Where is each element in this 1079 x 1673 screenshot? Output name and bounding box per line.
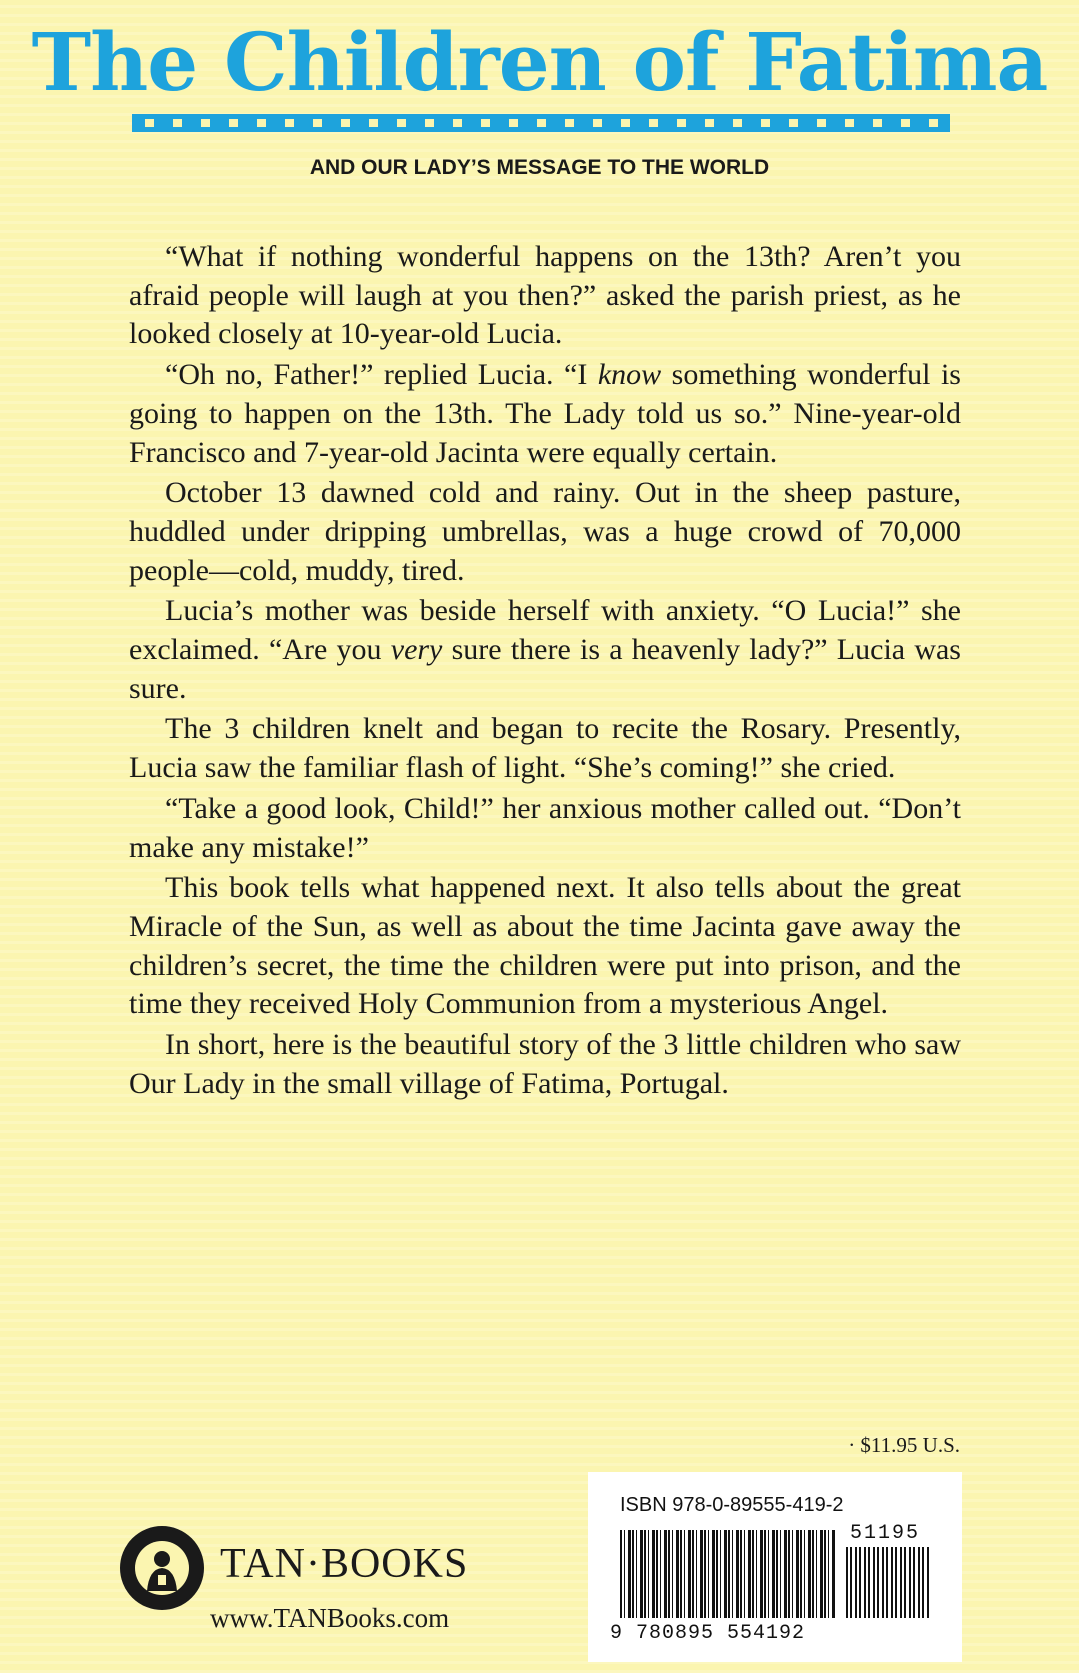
barcode-addon-icon [846,1547,931,1618]
barcode-addon-digits: 51195 [850,1522,921,1545]
blurb-paragraph: This book tells what happened next. It also tells about the great Miracle of the Sun, as well as about the time Jacinta gave away the children’s secret, the time the children were put into prison, and the time they received Holy Communion from a mysterious Angel. [129,871,961,1021]
decorative-title-bar [132,114,950,132]
blurb-paragraph: Lucia’s mother was beside herself with anxiety. “O Lucia!” she exclaimed. “Are you very sure there is a heavenly lady?” Lucia was sure. [129,594,961,705]
book-title: The Children of Fatima [31,15,1048,109]
tan-books-seal-icon [120,1526,204,1610]
barcode-panel [588,1472,962,1662]
blurb-paragraph: October 13 dawned cold and rainy. Out in the sheep pasture, huddled under dripping umbrellas, was a huge crowd of 70,000 people—cold, muddy, tired. [129,476,961,587]
publisher-url[interactable]: www.TANBooks.com [210,1603,450,1633]
book-subtitle: AND OUR LADY’S MESSAGE TO THE WORLD [309,156,770,179]
emphasis-text: know [597,358,662,392]
barcode-ean-digits: 9 780895 554192 [610,1622,806,1645]
isbn-label: ISBN 978-0-89555-419-2 [620,1494,844,1516]
blurb-paragraph: The 3 children knelt and began to recite the Rosary. Presently, Lucia saw the familiar flash of light. “She’s coming!” she cried. [129,712,961,785]
emphasis-text: very [390,633,443,667]
publisher-name: TAN·BOOKS [220,1541,469,1587]
blurb-paragraph: “Oh no, Father!” replied Lucia. “I know something wonderful is going to happen on the 13th. The Lady told us so.” Nine-year-old Francisco and 7-year-old Jacinta were equally certain. [129,358,961,469]
price-label: · $11.95 U.S. [848,1433,960,1457]
blurb-paragraph: “Take a good look, Child!” her anxious mother called out. “Don’t make any mistake!” [129,791,961,864]
blurb-paragraph: In short, here is the beautiful story of the 3 little children who saw Our Lady in the small village of Fatima, Portugal. [129,1028,961,1100]
blurb-text [129,238,961,1105]
blurb-paragraph: “What if nothing wonderful happens on the 13th? Aren’t you afraid people will laugh at you then?” asked the parish priest, as he looked closely at 10-year-old Lucia. [129,240,961,351]
barcode-icon [620,1530,835,1618]
